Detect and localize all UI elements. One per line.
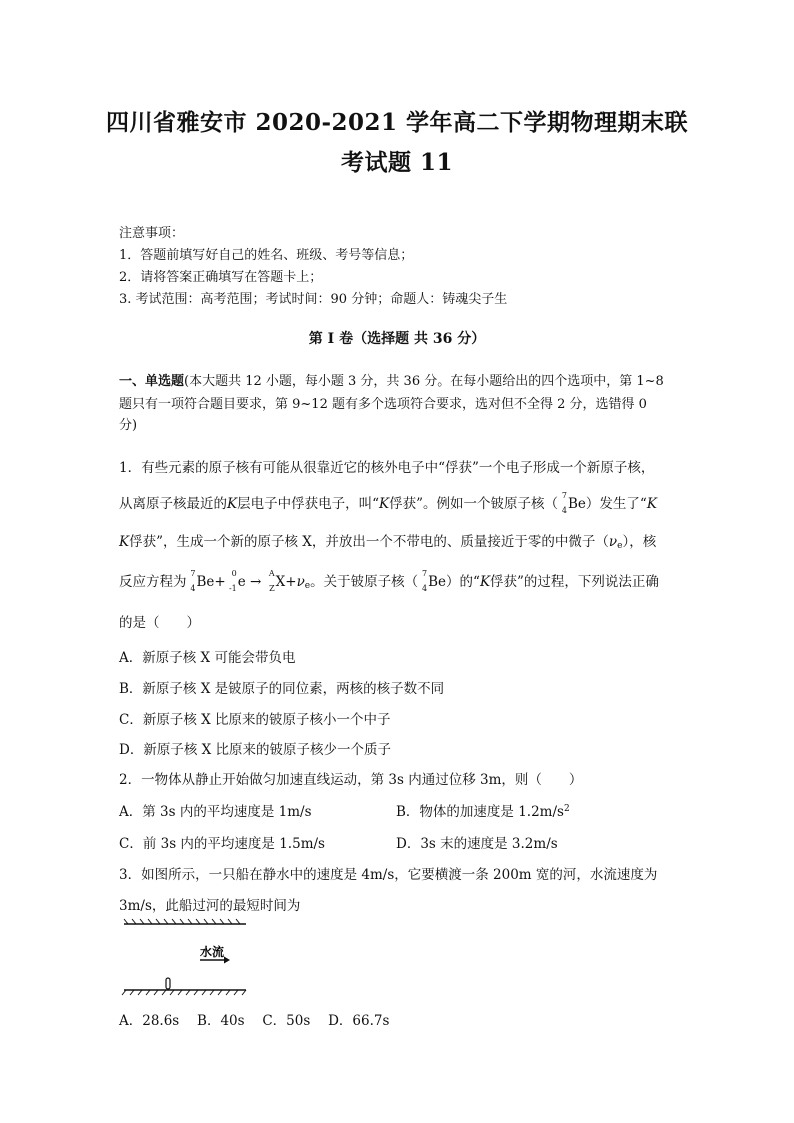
q1-k-symbol: K — [227, 496, 238, 512]
electron-index — [226, 569, 238, 593]
neutrino-symbol: ν — [608, 534, 618, 550]
neutrino-symbol: ν — [296, 574, 305, 590]
atomic-number: Z — [269, 584, 275, 593]
q1-k-symbol: K — [379, 496, 390, 512]
mass-number: A — [268, 569, 275, 578]
q1-option-a: A．新原子核 X 可能会带负电 — [119, 650, 296, 666]
q1-text: 俘获”，生成一个新的原子核 X，并放出一个不带电的、质量接近于零的中微子（ — [129, 534, 609, 550]
q1-k-symbol: K — [119, 534, 130, 550]
q1-option-b: B．新原子核 X 是铍原子的同位素，两核的核子数不同 — [119, 681, 445, 697]
mass-number: 0 — [231, 569, 237, 578]
q1-text: ），核 — [622, 534, 657, 550]
atomic-number: -1 — [228, 584, 237, 593]
q1-line1: 1．有些元素的原子核有可能从很靠近它的核外电子中“俘获”一个电子形成一个新原子核， — [119, 460, 655, 476]
q2-option-a: A．第 3s 内的平均速度是 1m/s — [119, 804, 312, 820]
equation-term: X+ — [275, 574, 297, 590]
mass-number: 7 — [422, 569, 428, 578]
notes-item-2: 2．请将答案正确填写在答题卡上； — [119, 270, 323, 285]
part-intro-line2: 题只有一项符合题目要求，第 9~12 题有多个选项符合要求，选对但不全得 2 分，选错得 0 — [119, 397, 647, 412]
q1-text: 反应方程为 — [119, 574, 187, 590]
equation-term: Be+ — [196, 574, 226, 590]
q1-option-c: C．新原子核 X 比原来的铍原子核小一个中子 — [119, 712, 391, 728]
q2-option-b-text: B．物体的加速度是 1.2m/s — [396, 804, 564, 820]
q1-text: Be）发生了“ — [568, 496, 647, 512]
q1-text: 俘获”的过程，下列说法正确 — [490, 574, 659, 590]
part-intro-line3: 分) — [119, 418, 138, 433]
exam-title-line2: 考试题 11 — [340, 149, 453, 176]
q2-stem: 2．一物体从静止开始做匀加速直线运动，第 3s 内通过位移 3m，则（ ） — [119, 772, 583, 788]
mass-number: 7 — [190, 569, 196, 578]
q1-text: 层电子中俘获电子，叫“ — [237, 496, 379, 512]
boat-icon — [166, 978, 170, 989]
q1-text: 。关于铍原子核（ — [310, 574, 419, 590]
atomic-number: 4 — [422, 584, 428, 593]
notes-heading: 注意事项： — [119, 226, 185, 241]
atomic-number: 4 — [190, 584, 196, 593]
equation-term: e — [237, 574, 246, 590]
section-title: 第 I 卷（选择题 共 36 分） — [308, 331, 486, 347]
q1-text: Be）的“ — [428, 574, 480, 590]
q2-option-c: C．前 3s 内的平均速度是 1.5m/s — [119, 836, 325, 852]
q1-k-symbol: K — [479, 574, 491, 590]
exam-title-line1: 四川省雅安市 2020-2021 学年高二下学期物理期末联 — [105, 109, 689, 136]
flow-arrow-head — [224, 957, 230, 964]
q2-option-b-exponent: 2 — [563, 804, 570, 814]
notes-item-3: 3. 考试范围：高考范围；考试时间：90 分钟；命题人：铸魂尖子生 — [119, 292, 508, 307]
q1-line3 — [119, 530, 656, 550]
q3-line1: 3．如图所示，一只船在静水中的速度是 4m/s，它要横渡一条 200m 宽的河，水流速度为 — [119, 867, 658, 883]
part-intro-line1 — [119, 370, 664, 389]
mass-number: 7 — [561, 491, 567, 500]
atomic-number: 4 — [561, 506, 567, 515]
neutrino-subscript: e — [617, 541, 623, 551]
neutrino-subscript: e — [304, 581, 311, 591]
q1-option-d: D．新原子核 X 比原来的铍原子核少一个质子 — [119, 742, 392, 758]
river-diagram — [120, 918, 250, 1000]
part-intro-label: 一、单选题 — [119, 374, 185, 389]
q1-line4 — [119, 569, 659, 593]
river-figure — [120, 918, 250, 1000]
be-nuclide-index — [187, 569, 197, 593]
be-nuclide-index — [418, 569, 428, 593]
q1-text: 从离原子核最近的 — [119, 496, 227, 512]
q2-option-b — [396, 800, 570, 820]
q1-line2 — [119, 491, 657, 515]
x-nuclide-index — [266, 569, 276, 593]
q1-k-symbol: K — [646, 496, 657, 512]
be-nuclide-index — [558, 491, 568, 515]
q3-options: A．28.6s B．40s C．50s D．66.7s — [119, 1013, 390, 1029]
notes-item-1: 1．答题前填写好自己的姓名、班级、考号等信息； — [119, 248, 414, 263]
part-intro-text: (本大题共 12 小题，每小题 3 分，共 36 分。在每小题给出的四个选项中，第 1~8 — [184, 374, 664, 389]
q1-line5: 的是（ ） — [119, 615, 200, 631]
flow-label: 水流 — [200, 945, 225, 959]
q1-text: 俘获”。例如一个铍原子核（ — [389, 496, 558, 512]
reaction-arrow: → — [250, 574, 262, 590]
q3-line2: 3m/s，此船过河的最短时间为 — [119, 898, 301, 914]
q2-option-d: D．3s 末的速度是 3.2m/s — [396, 836, 558, 852]
